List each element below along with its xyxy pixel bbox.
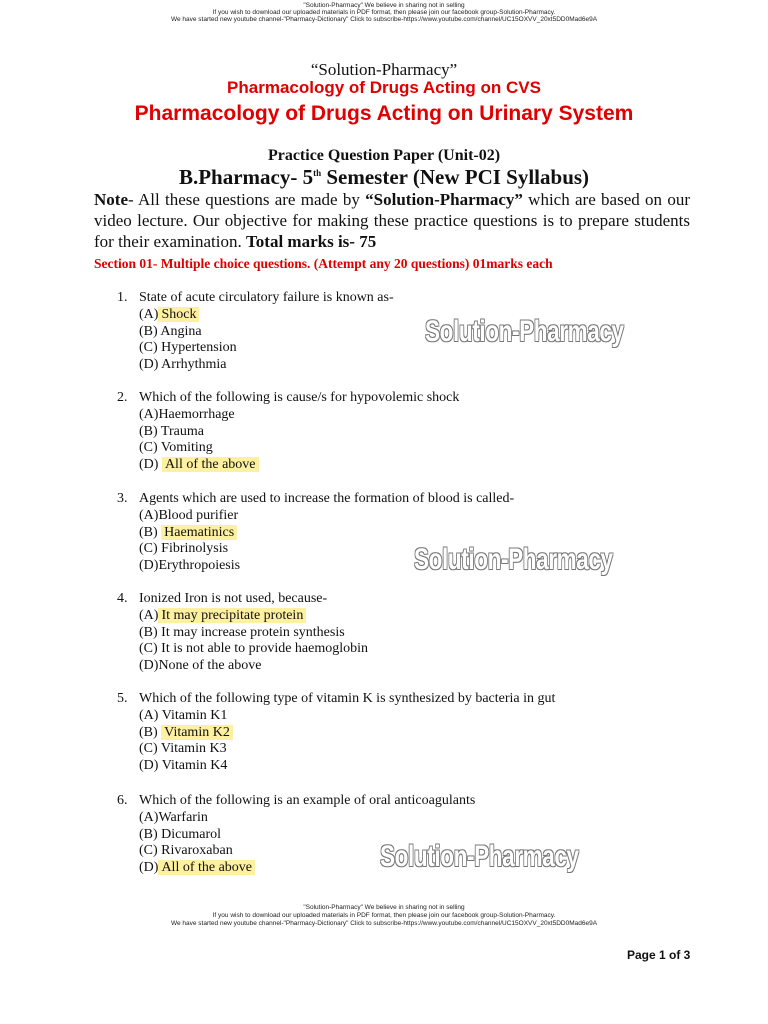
option: (C) It is not able to provide haemoglobin <box>139 641 369 657</box>
answer-highlight: All of the above <box>158 860 255 875</box>
question: 5. Which of the following type of vitamin K is synthesized by bacteria in gut (A) Vitamin K1 (B) Vitamin K2 (C) Vitamin K3 (D) Vitamin K4 <box>117 691 556 774</box>
option: (D)Erythropoiesis <box>139 558 241 574</box>
watermark: Solution-Pharmacy <box>380 840 579 873</box>
watermark: Solution-Pharmacy <box>414 543 613 576</box>
option: (C) Vitamin K3 <box>139 741 227 757</box>
answer-highlight: Haematinics <box>161 525 237 540</box>
option: (D) All of the above <box>117 860 475 877</box>
header-note-line2: If you wish to download our uploaded materials in PDF format, then please join our facebook group-Solution-Pharmacy. <box>212 9 556 16</box>
option: (A)Haemorrhage <box>139 406 235 422</box>
course-title: B.Pharmacy- 5th Semester (New PCI Syllabus) <box>178 165 590 189</box>
header-note-line1: "Solution-Pharmacy" We believe in sharing not in selling <box>303 2 465 9</box>
option: (C) Rivaroxaban <box>139 843 233 859</box>
option: (C) Fibrinolysis <box>139 541 229 557</box>
paper-title: Practice Question Paper (Unit-02) <box>267 147 501 164</box>
option: (A)Warfarin <box>139 809 208 825</box>
option: (B) Dicumarol <box>139 826 222 842</box>
option: (C) Hypertension <box>139 340 237 356</box>
answer-highlight: All of the above <box>162 457 259 472</box>
option: (A) Vitamin K1 <box>139 707 228 723</box>
option: (D) Vitamin K4 <box>139 758 228 774</box>
page-number: Page 1 of 3 <box>627 948 691 962</box>
question: 1. State of acute circulatory failure is known as- (A) Shock (B) Angina (C) Hypertension (D) Arrhythmia <box>117 290 394 373</box>
question: 4. Ionized Iron is not used, because- (A) It may precipitate protein (B) It may increase protein synthesis (C) It is not able to provide haemoglobin (D)None of the above <box>117 591 369 674</box>
footer-note-line3: We have started new youtube channel-"Pharmacy-Dictionary" Click to subscribe-https://www.youtube.com/channel/UC15OXVV_20xt5DD0Mad6e9A <box>170 920 598 927</box>
option: (C) Vomiting <box>139 440 213 456</box>
option: (D)None of the above <box>139 658 262 674</box>
answer-highlight: Shock <box>158 307 199 322</box>
option: (B) Vitamin K2 <box>117 725 555 742</box>
doc-title-cvs: Pharmacology of Drugs Acting on CVS <box>227 78 541 97</box>
answer-highlight: It may precipitate protein <box>158 608 306 623</box>
option: (B) Trauma <box>139 423 204 439</box>
option: (B) Haematinics <box>117 525 514 542</box>
option: (B) It may increase protein synthesis <box>139 624 345 640</box>
question: 3. Agents which are used to increase the formation of blood is called- (A)Blood purifier (B) Haematinics (C) Fibrinolysis (D)Erythropoiesis <box>117 491 515 574</box>
option: (A)Blood purifier <box>139 507 239 523</box>
question: 2. Which of the following is cause/s for hypovolemic shock (A)Haemorrhage (B) Trauma (C) Vomiting (D) All of the above <box>117 390 460 473</box>
answer-highlight: Vitamin K2 <box>161 725 233 740</box>
option: (A) Shock <box>117 307 394 324</box>
option: (A) It may precipitate protein <box>117 608 368 625</box>
footer-note-line1: "Solution-Pharmacy" We believe in sharing not in selling <box>303 904 465 911</box>
question: 6. Which of the following is an example of oral anticoagulants (A)Warfarin (B) Dicumarol (C) Rivaroxaban (D) All of the above <box>117 793 476 876</box>
doc-title-urinary: Pharmacology of Drugs Acting on Urinary System <box>134 102 634 125</box>
site-title: “Solution-Pharmacy” <box>310 60 458 79</box>
section-heading: Section 01- Multiple choice questions. (Attempt any 20 questions) 01marks each <box>94 256 553 271</box>
option: (D) Arrhythmia <box>139 357 227 373</box>
note-paragraph: Note- All these questions are made by “Solution-Pharmacy” which are based on our video lecture. Our objective for making these practice questions is to prepare students for their examination. Total marks is- 75 <box>94 190 690 251</box>
option: (D) All of the above <box>117 457 459 474</box>
option: (B) Angina <box>139 323 202 339</box>
footer-note-line2: If you wish to download our uploaded materials in PDF format, then please join our facebook group-Solution-Pharmacy. <box>212 912 556 919</box>
header-note-line3: We have started new youtube channel-"Pharmacy-Dictionary" Click to subscribe-https://www.youtube.com/channel/UC15OXVV_20xt5DD0Mad6e9A <box>170 16 598 23</box>
watermark: Solution-Pharmacy <box>425 315 624 348</box>
